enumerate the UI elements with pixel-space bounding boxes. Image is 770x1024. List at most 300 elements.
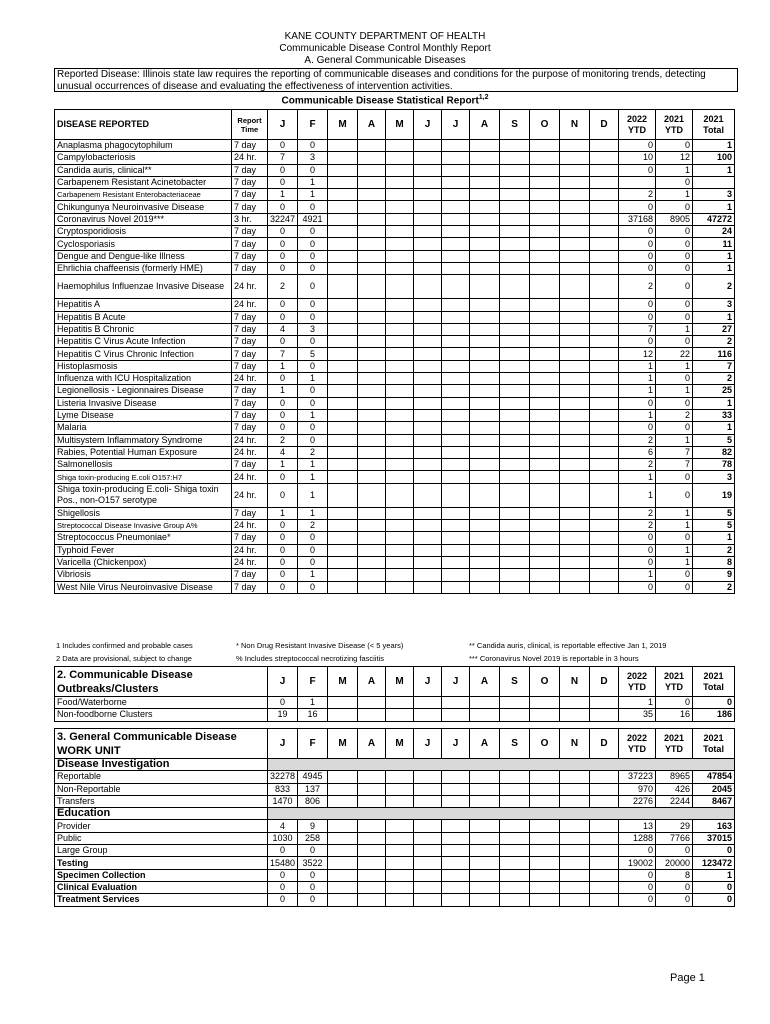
- month-value: [590, 857, 619, 869]
- month-value: [530, 783, 560, 795]
- disease-name: Haemophilus Influenzae Invasive Disease: [55, 275, 232, 299]
- month-value: [328, 544, 358, 556]
- feb-value: 3: [298, 152, 328, 164]
- disease-name: Influenza with ICU Hospitalization: [55, 373, 232, 385]
- month-value: [470, 507, 500, 519]
- month-value: [530, 544, 560, 556]
- month-value: [530, 323, 560, 335]
- disease-name: Legionellosis - Legionnaires Disease: [55, 385, 232, 397]
- month-value: [560, 373, 590, 385]
- total-2021-header: 2021 Total: [693, 667, 735, 697]
- feb-value: 0: [298, 845, 328, 857]
- total-2021-value: 0: [693, 881, 735, 893]
- report-time: 24 hr.: [232, 520, 268, 532]
- month-header: F: [298, 667, 328, 697]
- month-value: [358, 459, 386, 471]
- total-2021-value: 116: [693, 348, 735, 360]
- month-value: [358, 311, 386, 323]
- month-header: M: [328, 667, 358, 697]
- report-time: 7 day: [232, 348, 268, 360]
- table-row: [55, 520, 735, 532]
- jan-value: 1: [268, 189, 298, 201]
- month-value: [560, 238, 590, 250]
- total-2021-value: 0: [693, 894, 735, 906]
- total-2021-header: 2021 Total: [693, 729, 735, 759]
- month-value: [328, 446, 358, 458]
- ytd-2021-value: 2: [656, 409, 693, 421]
- feb-value: 258: [298, 832, 328, 844]
- jan-value: 0: [268, 471, 298, 483]
- ytd-2021-value: 12: [656, 152, 693, 164]
- month-value: [442, 857, 470, 869]
- table-row: [55, 164, 735, 176]
- month-value: [442, 869, 470, 881]
- report-time-header: Report Time: [232, 110, 268, 140]
- month-value: [590, 845, 619, 857]
- month-value: [358, 336, 386, 348]
- ytd-2022-value: 2276: [619, 795, 656, 807]
- disease-name: Hepatitis B Acute: [55, 311, 232, 323]
- month-header: O: [530, 110, 560, 140]
- month-value: [500, 795, 530, 807]
- month-value: [500, 373, 530, 385]
- ytd-2021-value: 426: [656, 783, 693, 795]
- month-header: F: [298, 729, 328, 759]
- month-value: [442, 845, 470, 857]
- month-value: [358, 520, 386, 532]
- month-value: [530, 213, 560, 225]
- month-value: [358, 164, 386, 176]
- month-value: [414, 783, 442, 795]
- month-value: [590, 894, 619, 906]
- month-value: [530, 164, 560, 176]
- table-row: [55, 311, 735, 323]
- month-value: [470, 226, 500, 238]
- month-value: [414, 311, 442, 323]
- month-value: [530, 483, 560, 507]
- month-value: [442, 532, 470, 544]
- month-value: [442, 507, 470, 519]
- month-value: [590, 832, 619, 844]
- feb-value: 0: [298, 556, 328, 568]
- month-value: [560, 262, 590, 274]
- month-value: [500, 385, 530, 397]
- month-value: [328, 532, 358, 544]
- month-value: [530, 360, 560, 372]
- month-value: [530, 532, 560, 544]
- disease-name: Cyclosporiasis: [55, 238, 232, 250]
- month-value: [358, 544, 386, 556]
- month-header: M: [328, 110, 358, 140]
- total-2021-value: 5: [693, 507, 735, 519]
- month-value: [560, 323, 590, 335]
- month-value: [470, 323, 500, 335]
- month-value: [500, 360, 530, 372]
- feb-value: 16: [298, 709, 328, 721]
- work-unit-item: Large Group: [55, 845, 268, 857]
- month-value: [414, 520, 442, 532]
- month-value: [414, 697, 442, 709]
- month-value: [414, 250, 442, 262]
- jan-value: 32247: [268, 213, 298, 225]
- table-row: [55, 323, 735, 335]
- table-row: [55, 385, 735, 397]
- disease-name: Hepatitis C Virus Chronic Infection: [55, 348, 232, 360]
- feb-value: 2: [298, 520, 328, 532]
- month-value: [386, 434, 414, 446]
- total-2021-value: 1: [693, 869, 735, 881]
- total-2021-value: 1: [693, 262, 735, 274]
- ytd-2022-value: 0: [619, 845, 656, 857]
- feb-value: 3522: [298, 857, 328, 869]
- month-value: [358, 556, 386, 568]
- month-header: S: [500, 667, 530, 697]
- month-value: [560, 409, 590, 421]
- month-value: [500, 845, 530, 857]
- jan-value: 1: [268, 385, 298, 397]
- total-2021-value: 19: [693, 483, 735, 507]
- month-value: [358, 238, 386, 250]
- feb-value: 0: [298, 434, 328, 446]
- table-row: [55, 483, 735, 507]
- month-value: [560, 771, 590, 783]
- month-value: [530, 869, 560, 881]
- month-value: [470, 336, 500, 348]
- total-2021-value: 8: [693, 556, 735, 568]
- disease-name: Varicella (Chickenpox): [55, 556, 232, 568]
- jan-value: 0: [268, 845, 298, 857]
- jan-value: 0: [268, 697, 298, 709]
- work-unit-table: [54, 728, 735, 907]
- feb-value: 0: [298, 299, 328, 311]
- month-value: [530, 434, 560, 446]
- total-2021-value: 7: [693, 360, 735, 372]
- month-value: [328, 857, 358, 869]
- month-value: [328, 459, 358, 471]
- month-value: [500, 323, 530, 335]
- jan-value: 0: [268, 336, 298, 348]
- total-2021-value: 1: [693, 311, 735, 323]
- month-header: A: [470, 667, 500, 697]
- month-value: [560, 397, 590, 409]
- work-unit-header-row: [55, 729, 735, 759]
- month-value: [358, 140, 386, 152]
- month-value: [358, 446, 386, 458]
- month-value: [470, 520, 500, 532]
- report-time: 24 hr.: [232, 556, 268, 568]
- month-value: [500, 299, 530, 311]
- month-value: [500, 226, 530, 238]
- table-row: [55, 140, 735, 152]
- jan-value: 0: [268, 397, 298, 409]
- month-value: [590, 507, 619, 519]
- month-value: [414, 556, 442, 568]
- month-value: [358, 385, 386, 397]
- month-value: [500, 581, 530, 593]
- month-value: [442, 140, 470, 152]
- report-time: 7 day: [232, 532, 268, 544]
- feb-value: 0: [298, 581, 328, 593]
- month-value: [590, 532, 619, 544]
- month-value: [590, 299, 619, 311]
- table-row: [55, 262, 735, 274]
- month-value: [358, 152, 386, 164]
- feb-value: 1: [298, 373, 328, 385]
- report-time: 24 hr.: [232, 275, 268, 299]
- disease-investigation-subheader: [55, 759, 735, 771]
- jan-value: 0: [268, 140, 298, 152]
- month-value: [328, 140, 358, 152]
- ytd-2021-value: 1: [656, 520, 693, 532]
- total-2021-value: 2: [693, 544, 735, 556]
- ytd-2021-value: 1: [656, 189, 693, 201]
- ytd-2022-header: 2022 YTD: [619, 110, 656, 140]
- ytd-2022-value: 0: [619, 238, 656, 250]
- month-value: [442, 881, 470, 893]
- month-value: [414, 189, 442, 201]
- ytd-2021-value: 0: [656, 311, 693, 323]
- month-value: [530, 397, 560, 409]
- ytd-2022-value: 0: [619, 556, 656, 568]
- month-value: [414, 226, 442, 238]
- ytd-2021-value: 0: [656, 201, 693, 213]
- jan-value: 0: [268, 556, 298, 568]
- month-value: [328, 323, 358, 335]
- disease-name: Candida auris, clinical**: [55, 164, 232, 176]
- disease-name: Rabies, Potential Human Exposure: [55, 446, 232, 458]
- disease-investigation-subheader-fill: [268, 759, 735, 771]
- feb-value: 4945: [298, 771, 328, 783]
- ytd-2022-value: 1: [619, 409, 656, 421]
- disease-name: Salmonellosis: [55, 459, 232, 471]
- month-value: [358, 201, 386, 213]
- total-2021-value: 5: [693, 434, 735, 446]
- month-value: [470, 581, 500, 593]
- disease-name: Hepatitis A: [55, 299, 232, 311]
- month-value: [500, 459, 530, 471]
- month-value: [358, 323, 386, 335]
- month-value: [358, 409, 386, 421]
- month-value: [470, 262, 500, 274]
- ytd-2022-value: 35: [619, 709, 656, 721]
- ytd-2021-value: 0: [656, 250, 693, 262]
- month-value: [560, 250, 590, 262]
- month-value: [386, 783, 414, 795]
- month-value: [500, 238, 530, 250]
- ytd-2022-value: 6: [619, 446, 656, 458]
- ytd-2022-value: 1: [619, 360, 656, 372]
- total-2021-value: 163: [693, 820, 735, 832]
- month-value: [560, 348, 590, 360]
- month-value: [358, 471, 386, 483]
- report-time: 7 day: [232, 569, 268, 581]
- disease-investigation-subheader-label: Disease Investigation: [55, 759, 268, 771]
- month-value: [560, 152, 590, 164]
- month-value: [530, 262, 560, 274]
- feb-value: 0: [298, 226, 328, 238]
- month-value: [470, 845, 500, 857]
- feb-value: 2: [298, 446, 328, 458]
- month-value: [442, 569, 470, 581]
- report-section-title: A. General Communicable Diseases: [304, 55, 466, 66]
- report-time: 7 day: [232, 201, 268, 213]
- month-value: [500, 446, 530, 458]
- report-time: 7 day: [232, 581, 268, 593]
- month-value: [500, 783, 530, 795]
- month-value: [590, 409, 619, 421]
- total-2021-value: 37015: [693, 832, 735, 844]
- month-value: [328, 164, 358, 176]
- month-value: [530, 275, 560, 299]
- disease-name: Carbapenem Resistant Enterobacteriaceae: [55, 189, 232, 201]
- feb-value: 1: [298, 507, 328, 519]
- month-value: [590, 459, 619, 471]
- feb-value: 1: [298, 459, 328, 471]
- month-value: [470, 409, 500, 421]
- month-value: [470, 771, 500, 783]
- ytd-2021-value: 0: [656, 471, 693, 483]
- ytd-2021-value: 0: [656, 569, 693, 581]
- jan-value: 0: [268, 894, 298, 906]
- feb-value: 1: [298, 189, 328, 201]
- month-value: [560, 581, 590, 593]
- month-header: A: [358, 729, 386, 759]
- month-value: [530, 409, 560, 421]
- total-2021-value: 2045: [693, 783, 735, 795]
- month-header: M: [386, 667, 414, 697]
- month-value: [358, 250, 386, 262]
- month-value: [530, 189, 560, 201]
- month-value: [500, 140, 530, 152]
- statistical-report-footnote-ref: 1,2: [478, 94, 489, 101]
- month-header: M: [386, 729, 414, 759]
- month-value: [590, 446, 619, 458]
- month-value: [414, 483, 442, 507]
- ytd-2021-value: 0: [656, 226, 693, 238]
- month-value: [560, 881, 590, 893]
- month-value: [470, 201, 500, 213]
- month-value: [560, 544, 590, 556]
- month-value: [442, 176, 470, 188]
- month-value: [590, 544, 619, 556]
- month-header: J: [414, 729, 442, 759]
- month-value: [328, 385, 358, 397]
- month-header: J: [268, 729, 298, 759]
- month-header: A: [358, 667, 386, 697]
- total-2021-value: 1: [693, 250, 735, 262]
- month-value: [590, 385, 619, 397]
- table-row: [55, 275, 735, 299]
- total-2021-value: 27: [693, 323, 735, 335]
- table-row: [55, 697, 735, 709]
- ytd-2022-value: 0: [619, 397, 656, 409]
- statistical-report-title-text: Communicable Disease Statistical Report: [281, 95, 479, 107]
- month-value: [386, 336, 414, 348]
- disease-name: Vibriosis: [55, 569, 232, 581]
- month-value: [386, 709, 414, 721]
- month-value: [560, 857, 590, 869]
- ytd-2022-value: 0: [619, 894, 656, 906]
- month-header: J: [414, 110, 442, 140]
- disease-header-row: [55, 110, 735, 140]
- ytd-2021-value: 0: [656, 373, 693, 385]
- report-time: 7 day: [232, 409, 268, 421]
- month-value: [470, 250, 500, 262]
- month-value: [590, 795, 619, 807]
- total-2021-value: 78: [693, 459, 735, 471]
- jan-value: 0: [268, 532, 298, 544]
- month-value: [358, 795, 386, 807]
- month-value: [358, 697, 386, 709]
- month-value: [500, 483, 530, 507]
- month-value: [500, 275, 530, 299]
- work-unit-item: Clinical Evaluation: [55, 881, 268, 893]
- month-value: [358, 176, 386, 188]
- feb-value: 1: [298, 176, 328, 188]
- month-value: [530, 152, 560, 164]
- month-value: [470, 422, 500, 434]
- month-value: [500, 311, 530, 323]
- ytd-2022-value: 0: [619, 140, 656, 152]
- table-row: [55, 894, 735, 906]
- jan-value: 0: [268, 164, 298, 176]
- month-value: [590, 152, 619, 164]
- month-value: [500, 152, 530, 164]
- feb-value: 4921: [298, 213, 328, 225]
- month-value: [358, 894, 386, 906]
- jan-value: 7: [268, 152, 298, 164]
- month-value: [328, 520, 358, 532]
- total-2021-value: 9: [693, 569, 735, 581]
- month-value: [530, 771, 560, 783]
- month-value: [470, 697, 500, 709]
- month-value: [500, 471, 530, 483]
- ytd-2022-value: 0: [619, 201, 656, 213]
- disease-name: Listeria Invasive Disease: [55, 397, 232, 409]
- month-value: [358, 348, 386, 360]
- month-value: [530, 471, 560, 483]
- table-row: [55, 348, 735, 360]
- ytd-2021-value: 7: [656, 459, 693, 471]
- month-value: [328, 832, 358, 844]
- total-2021-value: 0: [693, 845, 735, 857]
- feb-value: 0: [298, 544, 328, 556]
- report-time: 24 hr.: [232, 483, 268, 507]
- ytd-2022-value: 0: [619, 299, 656, 311]
- month-value: [560, 434, 590, 446]
- month-value: [500, 709, 530, 721]
- month-value: [530, 820, 560, 832]
- disease-name: Carbapenem Resistant Acinetobacter: [55, 176, 232, 188]
- report-title: Communicable Disease Control Monthly Report: [279, 43, 491, 54]
- month-value: [358, 857, 386, 869]
- month-value: [530, 238, 560, 250]
- month-value: [560, 869, 590, 881]
- ytd-2022-value: 37223: [619, 771, 656, 783]
- total-2021-value: 3: [693, 299, 735, 311]
- month-value: [328, 569, 358, 581]
- total-2021-value: 82: [693, 446, 735, 458]
- month-value: [386, 520, 414, 532]
- month-value: [442, 471, 470, 483]
- month-value: [560, 556, 590, 568]
- feb-value: 1: [298, 483, 328, 507]
- month-value: [500, 201, 530, 213]
- month-value: [530, 709, 560, 721]
- month-value: [414, 771, 442, 783]
- month-value: [560, 299, 590, 311]
- month-value: [530, 581, 560, 593]
